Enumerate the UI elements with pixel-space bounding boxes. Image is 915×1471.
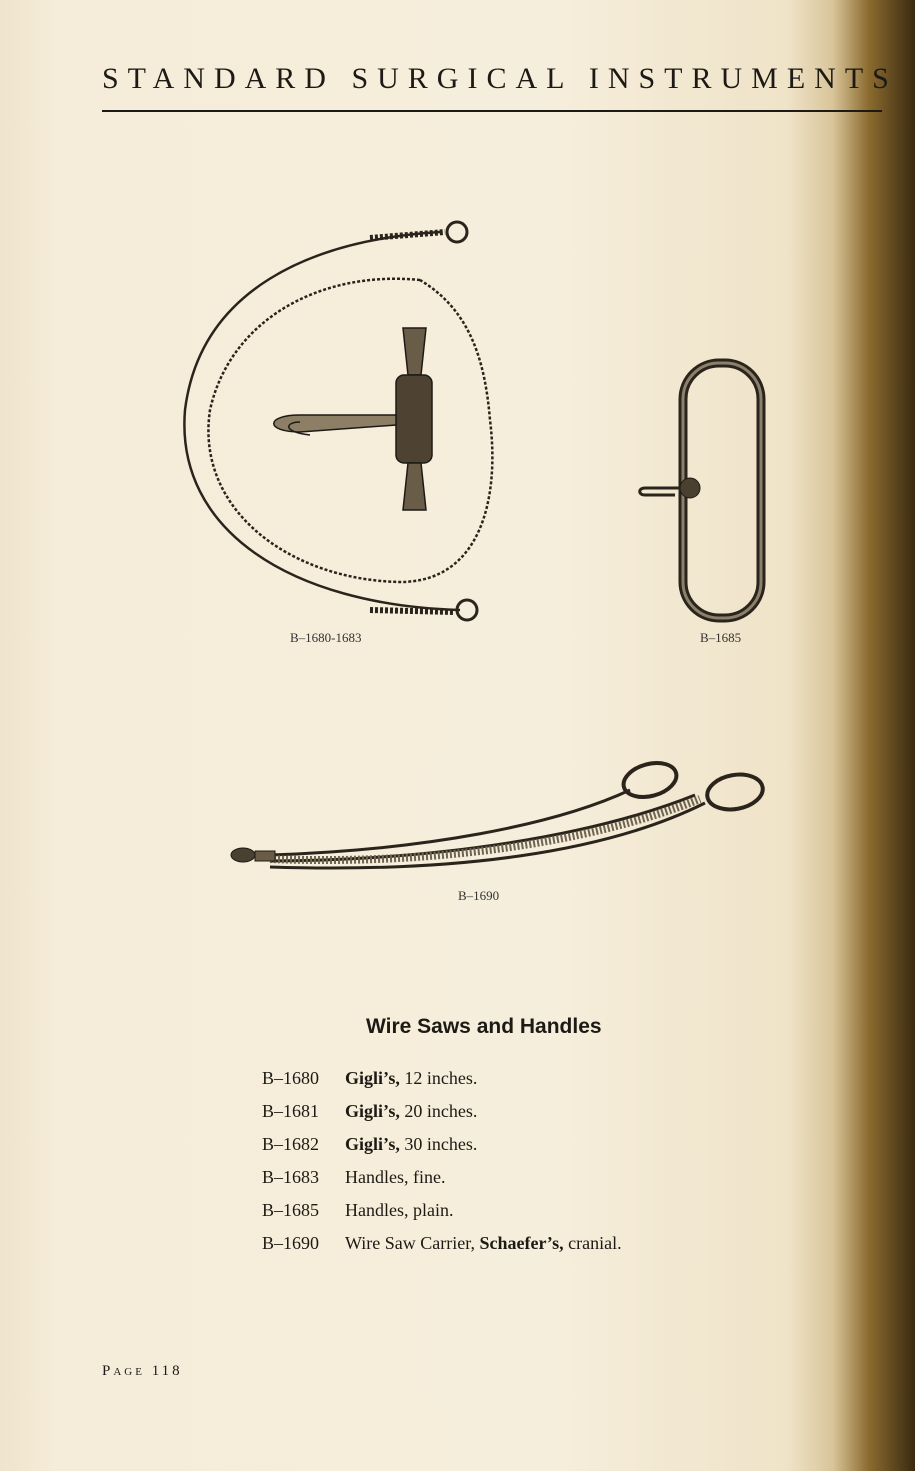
- list-item: [262, 1161, 622, 1194]
- item-prefix: Wire Saw Carrier,: [345, 1233, 480, 1253]
- list-item: [262, 1062, 622, 1095]
- page-footer: [102, 1363, 183, 1380]
- item-detail: 30 inches.: [399, 1134, 478, 1154]
- item-code: B–1682: [262, 1134, 320, 1154]
- page-word-rest: AGE: [113, 1366, 145, 1378]
- wire-saw-carrier-icon: [225, 755, 770, 885]
- page-number: 118: [151, 1363, 183, 1379]
- list-item: [262, 1128, 622, 1161]
- item-description: [345, 1095, 477, 1128]
- header-rule: [102, 110, 882, 112]
- item-description: [345, 1128, 477, 1161]
- item-name-bold: Schaefer’s,: [479, 1233, 564, 1253]
- page-word-initial: P: [102, 1363, 114, 1379]
- item-list: [262, 1062, 622, 1260]
- figure-caption-3: B–1690: [458, 888, 500, 903]
- list-item: [262, 1194, 622, 1227]
- item-description: [345, 1227, 622, 1260]
- item-detail: 12 inches.: [399, 1068, 478, 1088]
- item-description: Handles, plain.: [345, 1200, 454, 1220]
- list-item: [262, 1227, 622, 1260]
- item-name-bold: Gigli’s,: [345, 1068, 400, 1088]
- section-title: Wire Saws and Handles: [366, 1015, 602, 1038]
- item-code: B–1683: [262, 1167, 320, 1187]
- item-code: B–1681: [262, 1101, 320, 1121]
- item-name-bold: Gigli’s,: [345, 1101, 400, 1121]
- item-code: B–1680: [262, 1068, 320, 1088]
- item-code: B–1685: [262, 1200, 320, 1220]
- item-name-bold: Gigli’s,: [345, 1134, 400, 1154]
- figure-caption-2: B–1685: [700, 630, 742, 645]
- figure-caption-1: B–1680-1683: [290, 630, 362, 645]
- item-code: B–1690: [262, 1233, 320, 1253]
- loop-handle-icon: [630, 355, 770, 625]
- page-header-title: STANDARD SURGICAL INSTRUMENTS: [102, 62, 898, 95]
- list-item: [262, 1095, 622, 1128]
- item-description: [345, 1062, 477, 1095]
- item-detail: 20 inches.: [399, 1101, 478, 1121]
- gigli-wire-saw-with-t-handle-icon: [170, 210, 510, 630]
- item-detail: cranial.: [563, 1233, 622, 1253]
- item-description: Handles, fine.: [345, 1167, 446, 1187]
